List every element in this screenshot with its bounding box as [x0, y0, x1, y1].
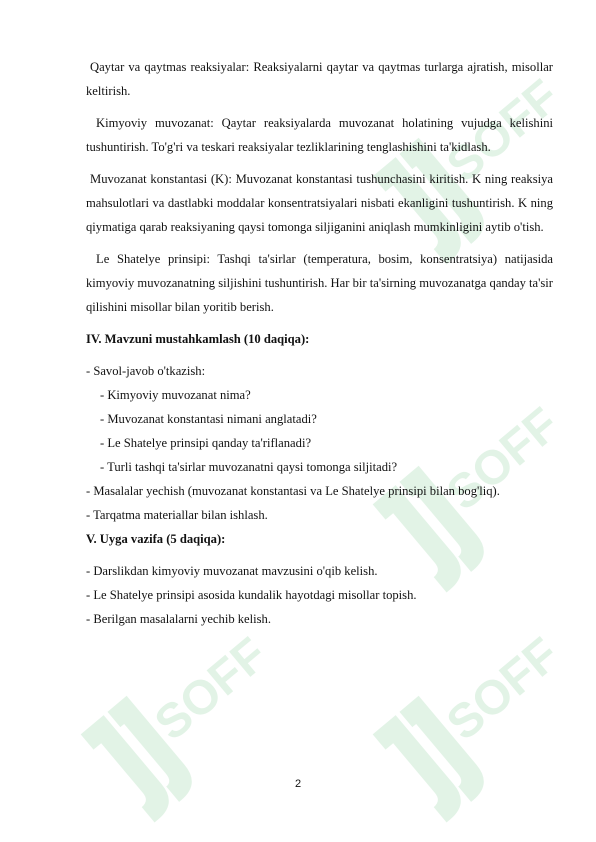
- list-item: - Berilgan masalalarni yechib kelish.: [86, 612, 271, 626]
- paragraph-le-chatelier: Le Shatelye prinsipi: Tashqi ta'sirlar (temperatura, bosim, konsentratsiya) natijasida kimyoviy muvozanatning siljishini tushuntirish. Har bir ta'sirning muvozanatga qanday ta'sir qilishini misollar bilan yoritib berish.: [86, 252, 553, 314]
- section-5-heading: V. Uyga vazifa (5 daqiqa):: [86, 532, 226, 546]
- document-body: [86, 55, 553, 631]
- page-number: 2: [294, 778, 302, 790]
- list-item: - Darslikdan kimyoviy muvozanat mavzusini o'qib kelish.: [86, 564, 378, 578]
- svg-text:SOFF: SOFF: [437, 69, 570, 193]
- list-item: - Turli tashqi ta'sirlar muvozanatni qaysi tomonga siljitadi?: [100, 460, 398, 474]
- paragraph-reversible-reactions: Qaytar va qaytmas reaksiyalar: Reaksiyalarni qaytar va qaytmas turlarga ajratish, misollar keltirish.: [86, 60, 553, 98]
- section-4-heading: IV. Mavzuni mustahkamlash (10 daqiqa):: [86, 332, 310, 346]
- paragraph-equilibrium-constant: Muvozanat konstantasi (K): Muvozanat konstantasi tushunchasini kiritish. K ning reaksiya mahsulotlari va dastlabki moddalar konsentratsiyalari nisbati ekanligini tushuntirish. K ning qiymatiga qarab reaksiyaning qaysi tomonga siljiganini aniqlash mumkinligini aytib o'tish.: [86, 172, 553, 234]
- list-item: - Savol-javob o'tkazish:: [86, 364, 206, 378]
- list-item: - Muvozanat konstantasi nimani anglatadi?: [100, 412, 317, 426]
- watermark-logo: [60, 620, 278, 820]
- list-item: - Le Shatelye prinsipi asosida kundalik hayotdagi misollar topish.: [86, 588, 417, 602]
- list-item: - Masalalar yechish (muvozanat konstantasi va Le Shatelye prinsipi bilan bog'liq).: [86, 484, 500, 498]
- svg-text:SOFF: SOFF: [145, 627, 278, 751]
- list-item: - Kimyoviy muvozanat nima?: [100, 388, 251, 402]
- section-5-list: [86, 559, 553, 631]
- watermark-logo: [352, 620, 570, 820]
- svg-text:SOFF: SOFF: [437, 397, 570, 521]
- section-4-list: [86, 359, 553, 527]
- list-item: - Tarqatma materiallar bilan ishlash.: [86, 508, 268, 522]
- paragraph-chemical-equilibrium: Kimyoviy muvozanat: Qaytar reaksiyalarda muvozanat holatining vujudga kelishini tushuntirish. To'g'ri va teskari reaksiyalar tezliklarining tenglashishini ta'kidlash.: [86, 116, 553, 154]
- list-item: - Le Shatelye prinsipi qanday ta'riflanadi?: [100, 436, 312, 450]
- svg-text:SOFF: SOFF: [437, 627, 570, 751]
